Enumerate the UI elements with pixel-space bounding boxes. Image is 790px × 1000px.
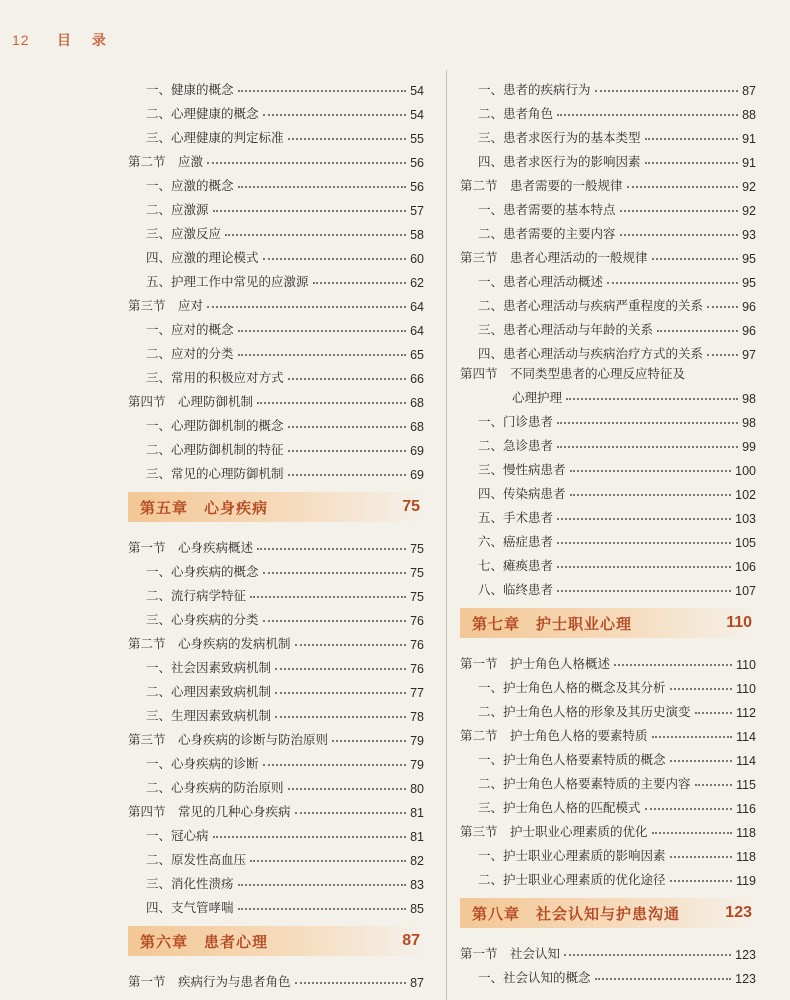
dot-leader — [607, 282, 738, 284]
entry-page-number: 68 — [410, 420, 424, 434]
entry-title: 一、社会认知的概念 — [478, 970, 591, 985]
toc-entry[interactable] — [128, 410, 424, 434]
toc-entry[interactable] — [128, 122, 424, 146]
entry-title: 二、护士角色人格的形象及其历史演变 — [478, 704, 691, 719]
entry-page-number: 78 — [410, 710, 424, 724]
dot-leader — [275, 716, 406, 718]
entry-title: 二、心身疾病的防治原则 — [146, 780, 284, 795]
toc-entry[interactable] — [128, 434, 424, 458]
toc-entry[interactable] — [460, 98, 756, 122]
entry-title: 第三节 心身疾病的诊断与防治原则 — [128, 732, 329, 747]
toc-entry[interactable] — [460, 526, 756, 550]
entry-page-number: 112 — [736, 706, 756, 720]
entry-page-number: 69 — [410, 444, 424, 458]
entry-title: 四、患者心理活动与疾病治疗方式的关系 — [478, 346, 704, 361]
entry-title: 第一节 社会认知 — [460, 946, 561, 961]
entry-page-number: 82 — [410, 854, 424, 868]
dot-leader — [557, 566, 731, 568]
entry-title: 七、瘫痪患者 — [478, 558, 554, 573]
entry-page-number: 106 — [735, 560, 756, 574]
chapter-title: 第六章 患者心理 — [140, 932, 269, 951]
toc-entry[interactable] — [460, 290, 756, 314]
entry-page-number: 116 — [736, 802, 756, 816]
entry-title: 一、护士角色人格的概念及其分析 — [478, 680, 666, 695]
dot-leader — [645, 138, 739, 140]
toc-entry[interactable] — [460, 406, 756, 430]
toc-entry[interactable] — [460, 218, 756, 242]
toc-entry[interactable] — [128, 772, 424, 796]
dot-leader — [313, 282, 407, 284]
entry-page-number: 95 — [742, 252, 756, 266]
entry-title: 二、心理防御机制的特征 — [146, 442, 284, 457]
entry-page-number: 81 — [410, 806, 424, 820]
toc-entry[interactable] — [128, 748, 424, 772]
toc-entry[interactable] — [128, 194, 424, 218]
entry-title: 第三节 患者心理活动的一般规律 — [460, 250, 648, 265]
toc-section-entry[interactable] — [128, 966, 424, 990]
toc-entry[interactable] — [128, 242, 424, 266]
entry-title: 三、患者求医行为的基本类型 — [478, 130, 641, 145]
entry-title: 四、患者求医行为的影响因素 — [478, 154, 641, 169]
toc-entry[interactable] — [128, 652, 424, 676]
entry-page-number: 66 — [410, 372, 424, 386]
toc-entry[interactable] — [128, 580, 424, 604]
dot-leader — [620, 210, 739, 212]
toc-section-entry[interactable] — [128, 146, 424, 170]
toc-section-entry[interactable] — [460, 382, 756, 406]
entry-page-number: 83 — [410, 878, 424, 892]
entry-title: 第四节 不同类型患者的心理反应特征及 — [460, 366, 686, 381]
dot-leader — [566, 398, 738, 400]
dot-leader — [670, 760, 733, 762]
entry-page-number: 65 — [410, 348, 424, 362]
toc-entry[interactable] — [128, 362, 424, 386]
dot-leader — [263, 764, 407, 766]
entry-page-number: 97 — [742, 348, 756, 362]
dot-leader — [595, 90, 739, 92]
entry-page-number: 96 — [742, 324, 756, 338]
toc-entry[interactable] — [460, 454, 756, 478]
dot-leader — [557, 518, 731, 520]
entry-page-number: 114 — [736, 754, 756, 768]
toc-entry[interactable] — [128, 868, 424, 892]
toc-right-column — [460, 74, 756, 986]
entry-title: 三、常用的积极应对方式 — [146, 370, 284, 385]
toc-chapter-heading[interactable] — [128, 492, 424, 522]
entry-title: 一、患者需要的基本特点 — [478, 202, 616, 217]
entry-page-number: 110 — [736, 658, 756, 672]
toc-entry[interactable] — [460, 550, 756, 574]
dot-leader — [614, 664, 732, 666]
chapter-page-number: 75 — [402, 498, 420, 515]
dot-leader — [295, 982, 407, 984]
entry-page-number: 91 — [742, 156, 756, 170]
toc-entry[interactable] — [460, 146, 756, 170]
dot-leader — [288, 378, 407, 380]
entry-page-number: 64 — [410, 324, 424, 338]
toc-entry[interactable] — [460, 768, 756, 792]
entry-page-number: 118 — [736, 850, 756, 864]
dot-leader — [263, 258, 407, 260]
dot-leader — [707, 306, 738, 308]
toc-entry[interactable] — [460, 962, 756, 986]
entry-title: 一、门诊患者 — [478, 414, 554, 429]
entry-title: 一、应激的概念 — [146, 178, 234, 193]
page-header — [12, 30, 114, 50]
entry-page-number: 75 — [410, 566, 424, 580]
entry-page-number: 99 — [742, 440, 756, 454]
entry-title: 第三节 应对 — [128, 298, 204, 313]
entry-page-number: 91 — [742, 132, 756, 146]
entry-title: 一、冠心病 — [146, 828, 209, 843]
entry-page-number: 96 — [742, 300, 756, 314]
dot-leader — [707, 354, 738, 356]
toc-entry[interactable] — [128, 170, 424, 194]
entry-page-number: 80 — [410, 782, 424, 796]
entry-title: 第二节 应激 — [128, 154, 204, 169]
dot-leader — [652, 832, 733, 834]
entry-page-number: 85 — [410, 902, 424, 916]
toc-entry[interactable] — [460, 840, 756, 864]
dot-leader — [564, 954, 731, 956]
dot-leader — [263, 620, 407, 622]
entry-page-number: 92 — [742, 180, 756, 194]
entry-page-number: 103 — [735, 512, 756, 526]
entry-page-number: 79 — [410, 758, 424, 772]
entry-title: 一、心理防御机制的概念 — [146, 418, 284, 433]
toc-section-entry[interactable] — [460, 816, 756, 840]
entry-title: 一、护士角色人格要素特质的概念 — [478, 752, 666, 767]
toc-section-entry[interactable] — [128, 628, 424, 652]
dot-leader — [263, 114, 407, 116]
toc-entry[interactable] — [460, 338, 756, 362]
toc-entry[interactable] — [128, 314, 424, 338]
entry-page-number: 105 — [735, 536, 756, 550]
dot-leader — [670, 880, 733, 882]
toc-left-column — [128, 74, 424, 990]
entry-title: 六、癌症患者 — [478, 534, 554, 549]
chapter-title: 第五章 心身疾病 — [140, 498, 269, 517]
toc-chapter-heading[interactable] — [460, 608, 756, 638]
entry-title: 二、护士职业心理素质的优化途径 — [478, 872, 666, 887]
entry-page-number: 56 — [410, 156, 424, 170]
entry-title: 五、手术患者 — [478, 510, 554, 525]
entry-title: 三、心身疾病的分类 — [146, 612, 259, 627]
entry-page-number: 79 — [410, 734, 424, 748]
entry-title: 三、应激反应 — [146, 226, 222, 241]
dot-leader — [207, 162, 406, 164]
dot-leader — [238, 186, 407, 188]
entry-title: 一、应对的概念 — [146, 322, 234, 337]
dot-leader — [652, 736, 733, 738]
dot-leader — [557, 422, 738, 424]
dot-leader — [557, 114, 738, 116]
entry-page-number: 57 — [410, 204, 424, 218]
entry-page-number: 98 — [742, 392, 756, 406]
toc-entry[interactable] — [128, 844, 424, 868]
dot-leader — [670, 688, 733, 690]
dot-leader — [238, 884, 407, 886]
toc-section-entry[interactable] — [460, 720, 756, 744]
dot-leader — [250, 860, 406, 862]
toc-section-entry[interactable] — [460, 362, 756, 382]
entry-title: 第三节 护士职业心理素质的优化 — [460, 824, 648, 839]
entry-page-number: 54 — [410, 84, 424, 98]
entry-title: 一、健康的概念 — [146, 82, 234, 97]
toc-entry[interactable] — [128, 820, 424, 844]
entry-page-number: 118 — [736, 826, 756, 840]
entry-title: 三、慢性病患者 — [478, 462, 566, 477]
dot-leader — [238, 908, 407, 910]
dot-leader — [207, 306, 406, 308]
entry-page-number: 69 — [410, 468, 424, 482]
toc-entry[interactable] — [128, 604, 424, 628]
entry-page-number: 56 — [410, 180, 424, 194]
entry-title: 一、社会因素致病机制 — [146, 660, 272, 675]
entry-title: 第二节 护士角色人格的要素特质 — [460, 728, 648, 743]
dot-leader — [238, 354, 407, 356]
entry-page-number: 87 — [742, 84, 756, 98]
entry-page-number: 81 — [410, 830, 424, 844]
dot-leader — [657, 330, 738, 332]
entry-page-number: 68 — [410, 396, 424, 410]
entry-title: 二、应激源 — [146, 202, 209, 217]
toc-entry[interactable] — [128, 700, 424, 724]
toc-entry[interactable] — [460, 74, 756, 98]
toc-entry[interactable] — [128, 556, 424, 580]
dot-leader — [288, 138, 407, 140]
chapter-page-number: 123 — [725, 904, 752, 921]
toc-entry[interactable] — [460, 502, 756, 526]
toc-section-entry[interactable] — [128, 290, 424, 314]
dot-leader — [213, 210, 407, 212]
entry-page-number: 100 — [735, 464, 756, 478]
dot-leader — [257, 548, 406, 550]
entry-title: 三、生理因素致病机制 — [146, 708, 272, 723]
entry-page-number: 88 — [742, 108, 756, 122]
toc-entry[interactable] — [460, 744, 756, 768]
entry-page-number: 93 — [742, 228, 756, 242]
toc-entry[interactable] — [460, 574, 756, 598]
dot-leader — [645, 808, 733, 810]
toc-entry[interactable] — [460, 314, 756, 338]
entry-page-number: 114 — [736, 730, 756, 744]
entry-title: 二、心理健康的概念 — [146, 106, 259, 121]
dot-leader — [670, 856, 733, 858]
toc-entry[interactable] — [460, 696, 756, 720]
entry-page-number: 110 — [736, 682, 756, 696]
dot-leader — [238, 90, 407, 92]
toc-entry[interactable] — [460, 430, 756, 454]
dot-leader — [645, 162, 739, 164]
dot-leader — [557, 590, 731, 592]
dot-leader — [295, 812, 407, 814]
entry-title: 第一节 心身疾病概述 — [128, 540, 254, 555]
dot-leader — [295, 644, 407, 646]
entry-title: 二、原发性高血压 — [146, 852, 247, 867]
dot-leader — [257, 402, 406, 404]
toc-entry[interactable] — [128, 266, 424, 290]
toc-chapter-heading[interactable] — [460, 898, 756, 928]
chapter-page-number: 87 — [402, 932, 420, 949]
dot-leader — [250, 596, 406, 598]
toc-section-entry[interactable] — [460, 242, 756, 266]
entry-title: 三、患者心理活动与年龄的关系 — [478, 322, 654, 337]
dot-leader — [288, 474, 407, 476]
entry-page-number: 77 — [410, 686, 424, 700]
chapter-title: 第七章 护士职业心理 — [472, 614, 633, 633]
entry-title: 三、心理健康的判定标准 — [146, 130, 284, 145]
entry-title: 四、传染病患者 — [478, 486, 566, 501]
toc-entry[interactable] — [460, 672, 756, 696]
entry-page-number: 76 — [410, 614, 424, 628]
entry-page-number: 123 — [735, 972, 756, 986]
dot-leader — [557, 446, 738, 448]
entry-page-number: 119 — [736, 874, 756, 888]
toc-section-entry[interactable] — [460, 938, 756, 962]
toc-entry[interactable] — [128, 676, 424, 700]
entry-page-number: 75 — [410, 590, 424, 604]
toc-section-entry[interactable] — [128, 386, 424, 410]
entry-page-number: 75 — [410, 542, 424, 556]
entry-page-number: 54 — [410, 108, 424, 122]
toc-entry[interactable] — [460, 122, 756, 146]
entry-title: 三、消化性溃疡 — [146, 876, 234, 891]
toc-entry[interactable] — [460, 864, 756, 888]
entry-title: 四、支气管哮喘 — [146, 900, 234, 915]
dot-leader — [652, 258, 739, 260]
entry-page-number: 92 — [742, 204, 756, 218]
chapter-page-number: 110 — [726, 614, 752, 631]
dot-leader — [570, 470, 732, 472]
entry-page-number: 76 — [410, 662, 424, 676]
dot-leader — [288, 788, 407, 790]
entry-page-number: 123 — [735, 948, 756, 962]
toc-section-entry[interactable] — [460, 648, 756, 672]
entry-title: 二、急诊患者 — [478, 438, 554, 453]
toc-section-entry[interactable] — [128, 724, 424, 748]
entry-title: 三、常见的心理防御机制 — [146, 466, 284, 481]
entry-page-number: 64 — [410, 300, 424, 314]
toc-entry[interactable] — [128, 338, 424, 362]
entry-title: 心理护理 — [512, 390, 563, 405]
dot-leader — [275, 668, 406, 670]
dot-leader — [288, 450, 407, 452]
column-divider — [446, 70, 447, 1000]
toc-section-entry[interactable] — [128, 796, 424, 820]
dot-leader — [332, 740, 406, 742]
entry-title: 二、患者心理活动与疾病严重程度的关系 — [478, 298, 704, 313]
entry-title: 二、患者角色 — [478, 106, 554, 121]
entry-page-number: 55 — [410, 132, 424, 146]
dot-leader — [695, 784, 733, 786]
entry-title: 二、应对的分类 — [146, 346, 234, 361]
toc-entry[interactable] — [128, 218, 424, 242]
toc-chapter-heading[interactable] — [128, 926, 424, 956]
entry-title: 二、护士角色人格要素特质的主要内容 — [478, 776, 691, 791]
entry-title: 一、患者的疾病行为 — [478, 82, 591, 97]
entry-title: 一、心身疾病的概念 — [146, 564, 259, 579]
dot-leader — [595, 978, 732, 980]
dot-leader — [275, 692, 406, 694]
toc-entry[interactable] — [128, 458, 424, 482]
entry-title: 第二节 患者需要的一般规律 — [460, 178, 623, 193]
entry-page-number: 60 — [410, 252, 424, 266]
entry-title: 二、心理因素致病机制 — [146, 684, 272, 699]
dot-leader — [213, 836, 407, 838]
entry-title: 三、护士角色人格的匹配模式 — [478, 800, 641, 815]
entry-title: 二、流行病学特征 — [146, 588, 247, 603]
entry-page-number: 102 — [735, 488, 756, 502]
entry-title: 一、患者心理活动概述 — [478, 274, 604, 289]
toc-entry[interactable] — [460, 478, 756, 502]
entry-page-number: 95 — [742, 276, 756, 290]
entry-title: 第一节 疾病行为与患者角色 — [128, 974, 291, 989]
entry-title: 第四节 心理防御机制 — [128, 394, 254, 409]
toc-section-entry[interactable] — [128, 532, 424, 556]
dot-leader — [695, 712, 733, 714]
toc-entry[interactable] — [460, 194, 756, 218]
dot-leader — [627, 186, 739, 188]
toc-entry[interactable] — [460, 792, 756, 816]
entry-title: 一、心身疾病的诊断 — [146, 756, 259, 771]
dot-leader — [620, 234, 739, 236]
toc-entry[interactable] — [460, 266, 756, 290]
entry-page-number: 107 — [735, 584, 756, 598]
entry-page-number: 62 — [410, 276, 424, 290]
entry-title: 第一节 护士角色人格概述 — [460, 656, 611, 671]
toc-entry[interactable] — [128, 892, 424, 916]
dot-leader — [557, 542, 731, 544]
dot-leader — [288, 426, 407, 428]
entry-title: 第四节 常见的几种心身疾病 — [128, 804, 291, 819]
entry-page-number: 76 — [410, 638, 424, 652]
dot-leader — [238, 330, 407, 332]
entry-page-number: 87 — [410, 976, 424, 990]
entry-title: 四、应激的理论模式 — [146, 250, 259, 265]
entry-title: 二、患者需要的主要内容 — [478, 226, 616, 241]
entry-title: 一、护士职业心理素质的影响因素 — [478, 848, 666, 863]
entry-page-number: 98 — [742, 416, 756, 430]
dot-leader — [263, 572, 407, 574]
page-title: 目 录 — [57, 33, 114, 49]
dot-leader — [570, 494, 732, 496]
entry-title: 八、临终患者 — [478, 582, 554, 597]
entry-page-number: 115 — [736, 778, 756, 792]
toc-section-entry[interactable] — [460, 170, 756, 194]
entry-title: 五、护理工作中常见的应激源 — [146, 274, 309, 289]
entry-page-number: 58 — [410, 228, 424, 242]
page-number: 12 — [12, 32, 30, 48]
chapter-title: 第八章 社会认知与护患沟通 — [472, 904, 681, 923]
toc-entry[interactable] — [128, 98, 424, 122]
dot-leader — [225, 234, 406, 236]
toc-entry[interactable] — [128, 74, 424, 98]
entry-title: 第二节 心身疾病的发病机制 — [128, 636, 291, 651]
